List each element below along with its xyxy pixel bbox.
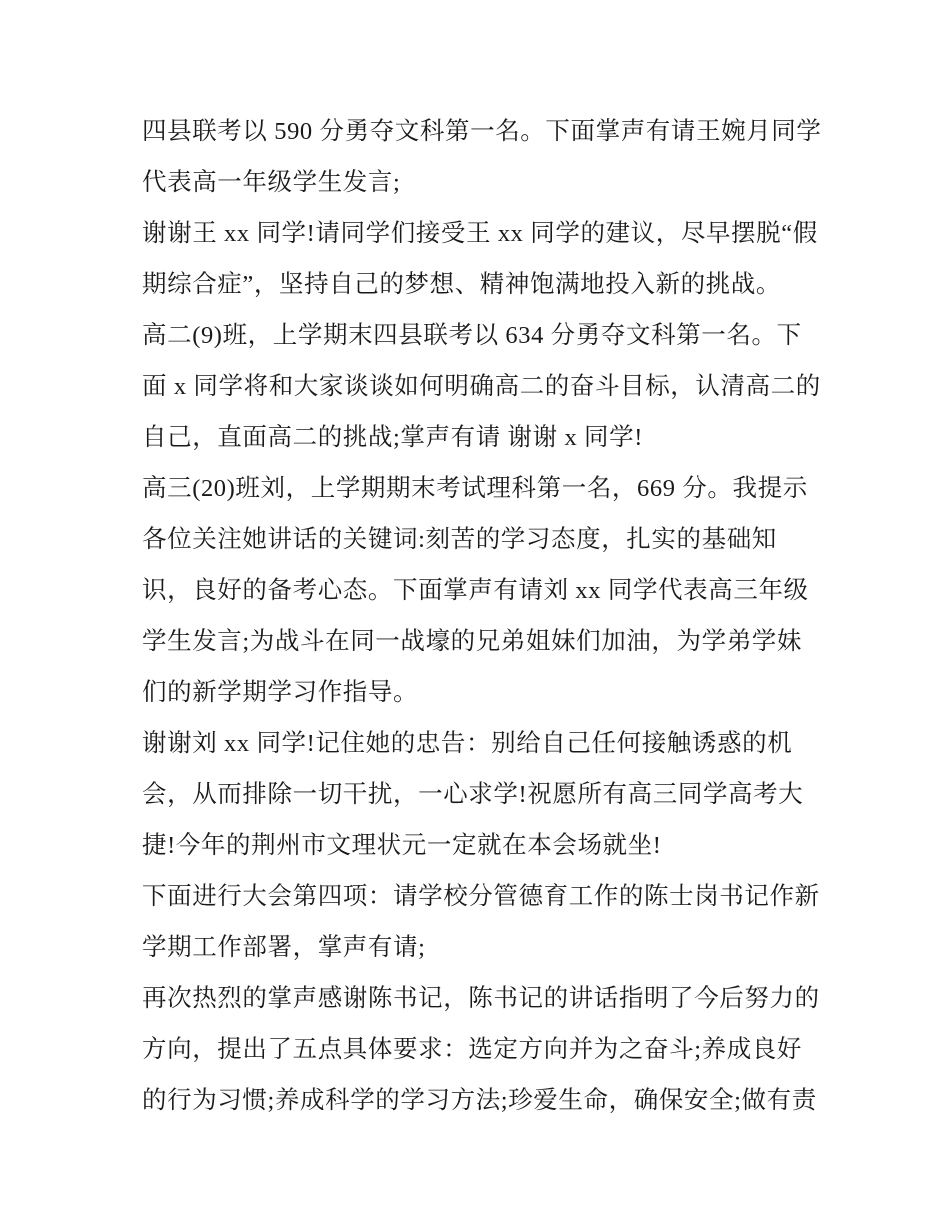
- text-line: 期综合症”，坚持自己的梦想、精神饱满地投入新的挑战。: [142, 271, 781, 298]
- text-line: 各位关注她讲话的关键词:刻苦的学习态度，扎实的基础知: [142, 526, 777, 553]
- text-line: 学期工作部署，掌声有请;: [142, 934, 426, 961]
- text-line: 谢谢刘 xx 同学!记住她的忠告：别给自己任何接触诱惑的机: [142, 730, 793, 757]
- text-line: 四县联考以 590 分勇夺文科第一名。下面掌声有请王婉月同学: [142, 118, 822, 145]
- text-line: 再次热烈的掌声感谢陈书记，陈书记的讲话指明了今后努力的: [142, 985, 820, 1012]
- text-line: 代表高一年级学生发言;: [142, 169, 401, 196]
- text-line: 谢谢王 xx 同学!请同学们接受王 xx 同学的建议，尽早摆脱“假: [142, 220, 818, 247]
- text-line: 下面进行大会第四项：请学校分管德育工作的陈士岗书记作新: [142, 883, 820, 910]
- text-line: 捷!今年的荆州市文理状元一定就在本会场就坐!: [142, 832, 662, 859]
- document-body: [142, 106, 822, 1126]
- text-line: 高二(9)班，上学期末四县联考以 634 分勇夺文科第一名。下: [142, 322, 802, 349]
- text-line: 自己，直面高二的挑战;掌声有请 谢谢 x 同学!: [142, 424, 643, 451]
- text-line: 们的新学期学习作指导。: [142, 679, 419, 706]
- text-line: 的行为习惯;养成科学的学习方法;珍爱生命，确保安全;做有责: [142, 1087, 817, 1114]
- text-line: 会，从而排除一切干扰，一心求学!祝愿所有高三同学高考大: [142, 781, 804, 808]
- text-line: 方向，提出了五点具体要求：选定方向并为之奋斗;养成良好: [142, 1036, 803, 1063]
- text-line: 面 x 同学将和大家谈谈如何明确高二的奋斗目标，认清高二的: [142, 373, 821, 400]
- text-line: 学生发言;为战斗在同一战壕的兄弟姐妹们加油，为学弟学妹: [142, 628, 803, 655]
- text-line: 识，良好的备考心态。下面掌声有请刘 xx 同学代表高三年级: [142, 577, 809, 604]
- text-line: 高三(20)班刘，上学期期末考试理科第一名，669 分。我提示: [142, 475, 808, 502]
